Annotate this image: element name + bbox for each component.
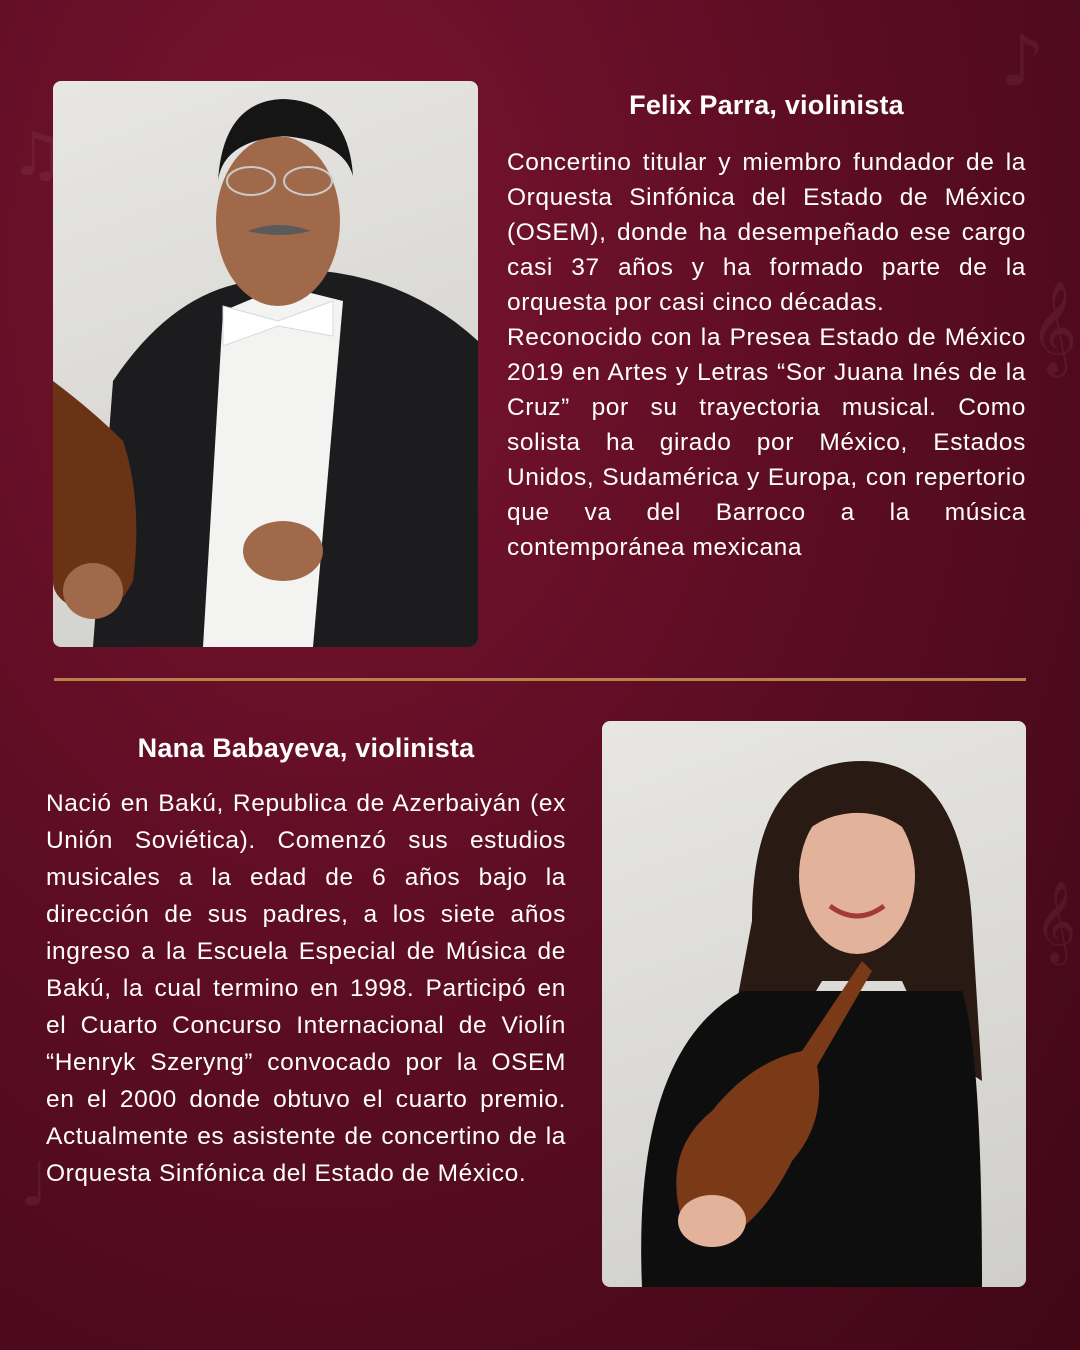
felix-parra-photo [53, 81, 478, 647]
music-note-icon: ♪ [1000, 20, 1045, 102]
nana-babayeva-bio-paragraph: Nació en Bakú, Republica de Azerbaiyán (ex Unión Soviética). Comenzó sus estudios musicales a la edad de 6 años bajo la dirección de sus padres, a los siete años ingreso a la Escuela Especial de Música de Bakú, la cual termino en 1998. Participó en el Cuarto Concurso Internacional de Violín “Henryk Szeryng” convocado por la OSEM en el 2000 donde obtuvo el cuarto premio. Actualmente es asistente de concertino de la Orquesta Sinfónica del Estado de México. [46, 790, 566, 1187]
nana-babayeva-title: Nana Babayeva, violinista [137, 733, 475, 763]
felix-parra-bio-paragraph: Reconocido con la Presea Estado de México 2019 en Artes y Letras “Sor Juana Inés de la Cruz” por su trayectoria musical. Como solista ha girado por México, Estados Unidos, Sudamérica y Europa, con repertorio que va del Barroco a la música contemporánea mexicana [507, 324, 1026, 561]
treble-clef-icon: 𝄞 [1030, 280, 1078, 373]
music-note-icon: ♫ [10, 120, 64, 190]
nana-babayeva-bio [46, 785, 566, 1192]
felix-parra-title: Felix Parra, violinista [629, 90, 904, 120]
treble-clef-icon: 𝄞 [1035, 880, 1077, 962]
felix-parra-bio-paragraph: Concertino titular y miembro fundador de la Orquesta Sinfónica del Estado de México (OSEM), donde ha desempeñado ese cargo casi 37 años y ha formado parte de la orquesta por casi cinco décadas. [507, 149, 1026, 316]
nana-babayeva-photo [602, 721, 1026, 1287]
music-note-icon: ♩ [20, 1150, 49, 1220]
felix-parra-bio [507, 145, 1026, 565]
section-divider [54, 678, 1026, 681]
